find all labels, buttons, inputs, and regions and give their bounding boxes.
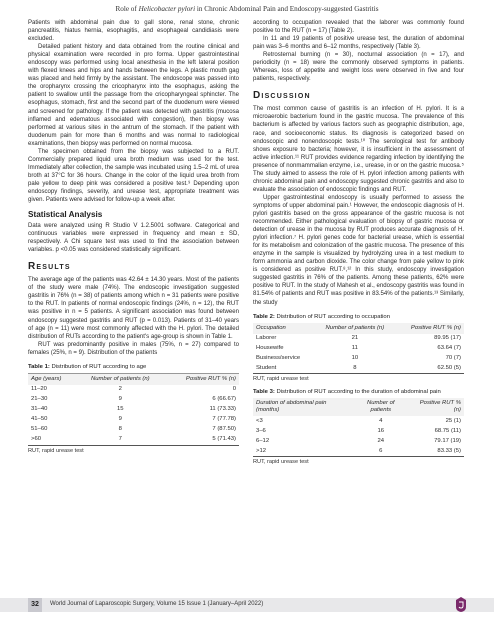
table2-header-count: Number of patients (n) bbox=[325, 324, 385, 331]
symptoms-paragraph: Retrosternal burning (n = 30), nocturnal association (n = 17), and periodicity (n = 18) were the commonly observed symptoms in patients. Whereas, loss of appetite and weight loss were observed in five and four patients, respectively. bbox=[253, 52, 464, 83]
table1-note: RUT, rapid urease test bbox=[28, 447, 84, 454]
statistics-paragraph: Data were analyzed using R Studio V 1.2.5001 software. Categorical and continuous variables were expressed in frequency and mean ± SD, respectively. A Chi square test was used to find the association between variables. p <0.05 was considered statistically significant. bbox=[28, 223, 239, 254]
table1-header-positive: Positive RUT % (n) bbox=[185, 375, 236, 382]
table3-caption: Table 3: Distribution of RUT according to the duration of abdominal pain bbox=[253, 389, 441, 396]
table-row: Laborer 21 89.95 (17) bbox=[256, 335, 461, 342]
table3-note: RUT, rapid urease test bbox=[253, 459, 309, 466]
table-row: 6–12 24 79.17 (19) bbox=[256, 438, 461, 445]
discussion-heading: Discussion bbox=[253, 90, 311, 102]
journal-citation: World Journal of Laparoscopic Surgery, Volume 15 Issue 1 (January–April 2022) bbox=[50, 601, 264, 607]
table1-header-count: Number of patients (n) bbox=[91, 375, 150, 382]
discussion-paragraph-2: Upper gastrointestinal endoscopy is usually performed to assess the symptoms of upper abdominal pain.¹ However, the endoscopic diagnosis of H. pylori gastritis based on the gross appearance of the gastric mucosa is not recommended. Either pathological evaluation of biopsy of gastric mucosa or detection of urease in the mucosa by RUT produces accurate diagnosis of H. pylori infection.⁷ H. pylori genes code for bacterial urease, which is essential for its metabolism and colonization of the gastric mucosa. The presence of this enzyme in the sample is visualized by hydrolyzing urea in a test medium to form ammonia and carbon dioxide. The color change from pale yellow to pink is considered as positive RUT.⁸,¹² In this study, endoscopy investigation suggested gastritis in 76% of the patients. Among these patients, 62% were positive to RUT. In the study of Mahesh et al., endoscopy gastritis was found in 81.54% of patients and RUT was positive in 83.54% of the patients.¹³ Similarly, the study bbox=[253, 194, 464, 306]
table-row: 11–20 2 0 bbox=[31, 386, 236, 393]
table-row: 41–50 9 7 (77.78) bbox=[31, 416, 236, 423]
specimen-paragraph: The specimen obtained from the biopsy was subjected to a RUT. Commercially prepared liquid urea broth medium was used for the test. Immediately after collection, the sample was incubated using 1.5–2 mL of urea broth at 37°C for 36 hours. Change in the color of the liquid urea broth from pale yellow to deep pink was considered a positive test.⁹ Depending upon endoscopy findings, severity, and urease test, appropriate treatment was given. Patients were advised for follow-up a week after. bbox=[28, 148, 239, 204]
occupation-paragraph: according to occupation revealed that the laborer was commonly found positive to the RUT (n = 17) (Table 2). bbox=[253, 20, 464, 35]
table-row: 31–40 15 11 (73.33) bbox=[31, 406, 236, 413]
table-row: 21–30 9 6 (66.67) bbox=[31, 396, 236, 403]
table2-note: RUT, rapid urease test bbox=[253, 376, 309, 383]
exclusion-paragraph: Patients with abdominal pain due to gall stone, renal stone, chronic pancreatitis, hiatus hernia, esophagitis, and esophageal candidiasis were excluded. bbox=[28, 20, 239, 43]
table2-header-positive: Positive RUT % (n) bbox=[410, 324, 461, 331]
table3-header-positive: Positive RUT % (n) bbox=[419, 400, 461, 414]
table2-header-occupation: Occupation bbox=[256, 324, 286, 331]
right-column bbox=[253, 19, 464, 465]
table1-caption: Table 1: Distribution of RUT according to age bbox=[28, 363, 147, 370]
table2 bbox=[253, 323, 464, 375]
table-row: 3–6 16 68.75 (11) bbox=[256, 428, 461, 435]
running-head: Role of Helicobacter pylori in Chronic Abdominal Pain and Endoscopy-suggested Gastritis bbox=[115, 5, 379, 13]
duration-paragraph: In 11 and 19 patients of positive urease test, the duration of abdominal pain was 3–6 months and 6–12 months, respectively (Table 3). bbox=[253, 36, 464, 51]
table2-caption: Table 2: Distribution of RUT according to occupation bbox=[253, 313, 390, 320]
table3 bbox=[253, 398, 464, 457]
procedure-paragraph: Detailed patient history and data obtained from the routine clinical and physical examination were recorded in pro forma. Upper gastrointestinal endoscopy was performed using local anesthesia in the left lateral position with flexed knees and hips and hands between the legs. A plastic mouth gag was placed and held firmly by the assistant. The endoscope was passed into the oropharynx crossing the cricopharynx into the esophagus, asking the patient to swallow until the passage from the cricopharyngeal sphincter. The esophagus, stomach, first and the second part of the duodenum were viewed and screened for pathology. If the patient was detected with gastritis (mucosa inflamed and edematous associated with congestion), then biopsy was performed at various sites in the antrum of the stomach. If the patient with duodenum pain for more than 6 months and was normal to radiological examinations, then biopsy was performed on normal mucosa. bbox=[28, 44, 239, 147]
table-row: Business/service 10 70 (7) bbox=[256, 355, 461, 362]
statistical-analysis-heading: Statistical Analysis bbox=[28, 210, 103, 220]
page-number: 32 bbox=[28, 598, 42, 612]
table3-header-duration: Duration of abdominal pain (months) bbox=[256, 400, 327, 414]
discussion-paragraph-1: The most common cause of gastritis is an infection of H. pylori. It is a microaerobic bacterium found in the gastric mucosa. The prevalence of this bacterium is affected by various factors such as geographic distribution, age, race, and socioeconomic status. Its diagnosis is categorized based on endoscopic and nonendoscopic tests.¹⁰ The serological test for antibody shows exposure to bacteria; however, it is insufficient in the assessment of active infection.¹¹ RUT provides evidence regarding infection by identifying the presence of nonmammalian enzyme, i.e., urease, in or on the gastric mucosa.⁵ The study aimed to assess the role of H. pylori infection among patients with chronic abdominal pain and endoscopy suggested chronic gastritis and also to evaluate the association of endoscopic findings and RUT. bbox=[253, 106, 464, 193]
table-row: >12 6 83.33 (5) bbox=[256, 448, 461, 455]
table-row: >60 7 5 (71.43) bbox=[31, 436, 236, 443]
table-row: <3 4 25 (1) bbox=[256, 418, 461, 425]
table3-header-count: Number of patients bbox=[367, 400, 395, 414]
results-heading: Results bbox=[28, 261, 71, 273]
table1-header-age: Age (years) bbox=[31, 375, 62, 382]
table-row: Student 8 62.50 (5) bbox=[256, 365, 461, 372]
running-head-italic: Helicobacter pylori bbox=[138, 5, 196, 13]
jaypee-logo-icon bbox=[455, 597, 467, 612]
left-column bbox=[28, 19, 239, 454]
results-paragraph-1: The average age of the patients was 42.64 ± 14.30 years. Most of the patients of the study were male (74%). The endoscopic investigation suggested gastritis in 76% (n = 38) of patients among which n = 31 patients were positive to the RUT. In patients of normal endoscopic findings (24%, n = 12), the RUT was positive in n = 5 patients. A significant association was found between endoscopy suggested gastritis and RUT (p = 0.013). Patients of 31–40 years of age (n = 11) were most commonly affected with the H. pylori. The detailed distribution of RUTs according to the patient's age-group is shown in Table 1. bbox=[28, 277, 239, 340]
table-row: 51–60 8 7 (87.50) bbox=[31, 426, 236, 433]
table-row: Housewife 11 63.64 (7) bbox=[256, 345, 461, 352]
table1 bbox=[28, 373, 239, 446]
results-paragraph-2: RUT was predominantly positive in males (75%, n = 27) compared to females (25%, n = 9). Distribution of the patients bbox=[28, 341, 239, 356]
